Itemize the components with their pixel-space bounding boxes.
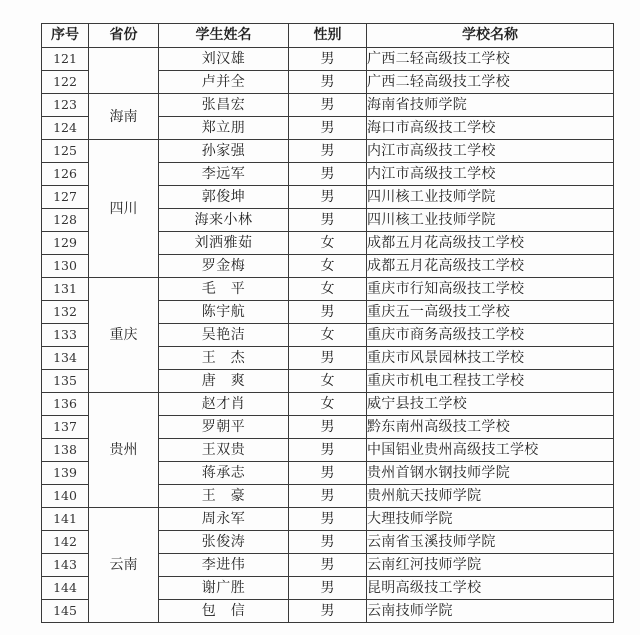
student-name-cell: 赵才肖 [159, 393, 289, 416]
gender-cell: 男 [289, 531, 367, 554]
serial-number-cell: 131 [42, 278, 89, 301]
serial-number-cell: 127 [42, 186, 89, 209]
table-row [42, 48, 614, 71]
school-name-cell: 黔东南州高级技工学校 [367, 416, 614, 439]
school-name-cell: 中国铝业贵州高级技工学校 [367, 439, 614, 462]
student-name-cell: 王 杰 [159, 347, 289, 370]
school-name-cell: 海口市高级技工学校 [367, 117, 614, 140]
serial-number-cell: 123 [42, 94, 89, 117]
school-name-cell: 重庆市行知高级技工学校 [367, 278, 614, 301]
student-name-cell: 海来小林 [159, 209, 289, 232]
serial-number-cell: 133 [42, 324, 89, 347]
table-body [42, 48, 614, 623]
province-cell: 海南 [89, 94, 159, 140]
header-serial-number: 序号 [42, 24, 89, 48]
gender-cell: 女 [289, 370, 367, 393]
table-header [42, 24, 614, 48]
gender-cell: 男 [289, 186, 367, 209]
gender-cell: 男 [289, 554, 367, 577]
school-name-cell: 云南技师学院 [367, 600, 614, 623]
serial-number-cell: 140 [42, 485, 89, 508]
school-name-cell: 广西二轻高级技工学校 [367, 71, 614, 94]
student-name-cell: 罗金梅 [159, 255, 289, 278]
gender-cell: 男 [289, 301, 367, 324]
student-name-cell: 李远军 [159, 163, 289, 186]
table-row [42, 140, 614, 163]
table-row [42, 278, 614, 301]
student-name-cell: 吴艳洁 [159, 324, 289, 347]
province-cell: 重庆 [89, 278, 159, 393]
school-name-cell: 重庆市机电工程技工学校 [367, 370, 614, 393]
gender-cell: 男 [289, 439, 367, 462]
student-name-cell: 卢并全 [159, 71, 289, 94]
serial-number-cell: 126 [42, 163, 89, 186]
student-name-cell: 陈宇航 [159, 301, 289, 324]
school-name-cell: 威宁县技工学校 [367, 393, 614, 416]
gender-cell: 男 [289, 416, 367, 439]
gender-cell: 女 [289, 255, 367, 278]
serial-number-cell: 135 [42, 370, 89, 393]
gender-cell: 女 [289, 232, 367, 255]
header-row [42, 24, 614, 48]
serial-number-cell: 132 [42, 301, 89, 324]
header-school-name: 学校名称 [367, 24, 614, 48]
school-name-cell: 成都五月花高级技工学校 [367, 255, 614, 278]
school-name-cell: 贵州航天技师学院 [367, 485, 614, 508]
header-gender: 性别 [289, 24, 367, 48]
student-name-cell: 张昌宏 [159, 94, 289, 117]
gender-cell: 男 [289, 140, 367, 163]
serial-number-cell: 129 [42, 232, 89, 255]
school-name-cell: 内江市高级技工学校 [367, 140, 614, 163]
serial-number-cell: 136 [42, 393, 89, 416]
serial-number-cell: 144 [42, 577, 89, 600]
table-row [42, 94, 614, 117]
gender-cell: 女 [289, 278, 367, 301]
student-name-cell: 包 信 [159, 600, 289, 623]
serial-number-cell: 125 [42, 140, 89, 163]
student-name-cell: 王 豪 [159, 485, 289, 508]
gender-cell: 男 [289, 163, 367, 186]
serial-number-cell: 143 [42, 554, 89, 577]
gender-cell: 男 [289, 71, 367, 94]
gender-cell: 男 [289, 209, 367, 232]
serial-number-cell: 121 [42, 48, 89, 71]
province-cell [89, 48, 159, 94]
school-name-cell: 重庆市商务高级技工学校 [367, 324, 614, 347]
student-name-cell: 郭俊坤 [159, 186, 289, 209]
school-name-cell: 四川核工业技师学院 [367, 186, 614, 209]
school-name-cell: 贵州首钢水钢技师学院 [367, 462, 614, 485]
student-name-cell: 王双贵 [159, 439, 289, 462]
school-name-cell: 广西二轻高级技工学校 [367, 48, 614, 71]
student-name-cell: 周永军 [159, 508, 289, 531]
school-name-cell: 大理技师学院 [367, 508, 614, 531]
gender-cell: 男 [289, 485, 367, 508]
student-name-cell: 刘洒雅茹 [159, 232, 289, 255]
serial-number-cell: 137 [42, 416, 89, 439]
header-province: 省份 [89, 24, 159, 48]
school-name-cell: 成都五月花高级技工学校 [367, 232, 614, 255]
student-name-cell: 张俊涛 [159, 531, 289, 554]
header-student-name: 学生姓名 [159, 24, 289, 48]
student-name-cell: 唐 爽 [159, 370, 289, 393]
serial-number-cell: 142 [42, 531, 89, 554]
school-name-cell: 云南省玉溪技师学院 [367, 531, 614, 554]
school-name-cell: 昆明高级技工学校 [367, 577, 614, 600]
gender-cell: 男 [289, 117, 367, 140]
province-cell: 贵州 [89, 393, 159, 508]
table-row [42, 508, 614, 531]
school-name-cell: 海南省技师学院 [367, 94, 614, 117]
province-cell: 四川 [89, 140, 159, 278]
school-name-cell: 云南红河技师学院 [367, 554, 614, 577]
school-name-cell: 四川核工业技师学院 [367, 209, 614, 232]
gender-cell: 男 [289, 577, 367, 600]
serial-number-cell: 141 [42, 508, 89, 531]
student-name-cell: 谢广胜 [159, 577, 289, 600]
province-cell: 云南 [89, 508, 159, 623]
gender-cell: 男 [289, 347, 367, 370]
serial-number-cell: 130 [42, 255, 89, 278]
gender-cell: 男 [289, 94, 367, 117]
gender-cell: 女 [289, 393, 367, 416]
student-name-cell: 孙家强 [159, 140, 289, 163]
student-name-cell: 罗朝平 [159, 416, 289, 439]
serial-number-cell: 138 [42, 439, 89, 462]
gender-cell: 女 [289, 324, 367, 347]
serial-number-cell: 122 [42, 71, 89, 94]
student-name-cell: 李进伟 [159, 554, 289, 577]
school-name-cell: 内江市高级技工学校 [367, 163, 614, 186]
school-name-cell: 重庆市风景园林技工学校 [367, 347, 614, 370]
serial-number-cell: 139 [42, 462, 89, 485]
gender-cell: 男 [289, 508, 367, 531]
serial-number-cell: 124 [42, 117, 89, 140]
student-name-cell: 蒋承志 [159, 462, 289, 485]
school-name-cell: 重庆五一高级技工学校 [367, 301, 614, 324]
serial-number-cell: 145 [42, 600, 89, 623]
student-name-cell: 刘汉雄 [159, 48, 289, 71]
student-roster-table [41, 23, 614, 623]
student-name-cell: 毛 平 [159, 278, 289, 301]
serial-number-cell: 134 [42, 347, 89, 370]
serial-number-cell: 128 [42, 209, 89, 232]
gender-cell: 男 [289, 600, 367, 623]
student-name-cell: 郑立朋 [159, 117, 289, 140]
gender-cell: 男 [289, 462, 367, 485]
table-row [42, 393, 614, 416]
gender-cell: 男 [289, 48, 367, 71]
